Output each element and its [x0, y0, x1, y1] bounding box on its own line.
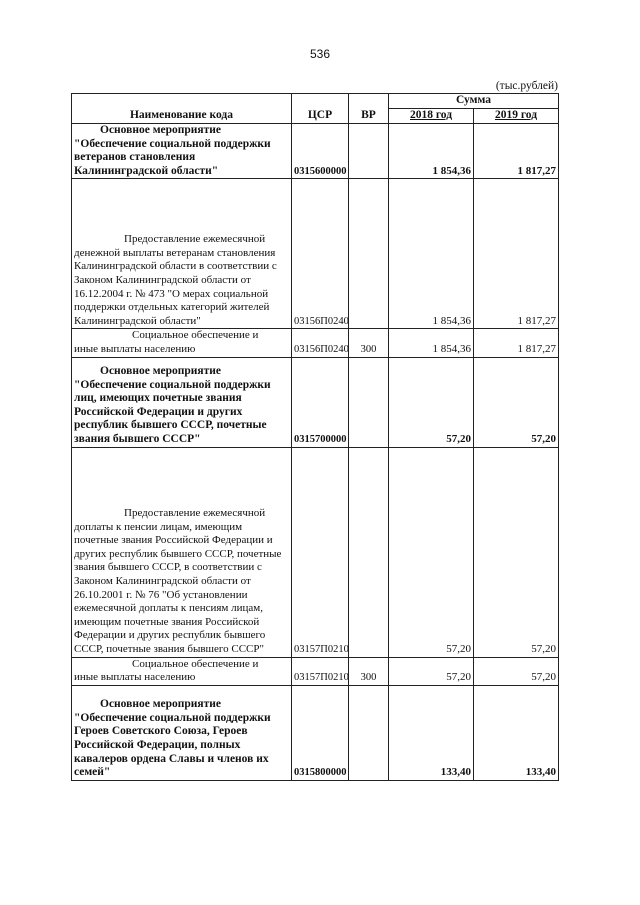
row-2018: 57,20 [389, 447, 474, 657]
row-2018: 57,20 [389, 357, 474, 447]
row-name: Основное мероприятие "Обеспечение социальной поддержки ветеранов становления Калининградской области" [72, 124, 292, 179]
row-2019: 133,40 [474, 685, 559, 780]
row-vr: 300 [349, 657, 389, 685]
row-csr: 03157П0210 [292, 447, 349, 657]
table-row [72, 447, 559, 657]
row-csr: 0315800000 [292, 685, 349, 780]
row-csr: 03156П0240 [292, 179, 349, 329]
row-2019: 1 817,27 [474, 124, 559, 179]
row-vr [349, 179, 389, 329]
row-name: Социальное обеспечение и иные выплаты населению [72, 329, 292, 357]
page-number: 536 [309, 47, 331, 61]
row-name: Социальное обеспечение и иные выплаты населению [72, 657, 292, 685]
row-csr: 0315700000 [292, 357, 349, 447]
header-year-2019: 2019 год [474, 109, 559, 124]
row-vr [349, 447, 389, 657]
table-row [72, 179, 559, 329]
header-name: Наименование кода [72, 94, 292, 124]
row-2019: 1 817,27 [474, 329, 559, 357]
row-name: Основное мероприятие "Обеспечение социальной поддержки Героев Советского Союза, Героев Российской Федерации, полных кавалеров ордена Славы и членов их семей" [72, 685, 292, 780]
table-row [72, 124, 559, 179]
row-vr [349, 124, 389, 179]
unit-note: (тыс.рублей) [495, 80, 558, 92]
row-2018: 1 854,36 [389, 179, 474, 329]
table-row [72, 685, 559, 780]
row-2019: 57,20 [474, 357, 559, 447]
row-csr: 03156П0240 [292, 329, 349, 357]
row-name: Основное мероприятие "Обеспечение социальной поддержки лиц, имеющих почетные звания Российской Федерации и других республик бывшего СССР, почетные звания бывшего СССР" [72, 357, 292, 447]
row-vr [349, 357, 389, 447]
row-2019: 57,20 [474, 657, 559, 685]
row-vr [349, 685, 389, 780]
row-vr: 300 [349, 329, 389, 357]
row-2019: 1 817,27 [474, 179, 559, 329]
row-2018: 1 854,36 [389, 124, 474, 179]
header-vr: ВР [349, 94, 389, 124]
header-sum: Сумма [389, 94, 559, 109]
row-2018: 57,20 [389, 657, 474, 685]
table-row [72, 329, 559, 357]
row-csr: 0315600000 [292, 124, 349, 179]
table-row [72, 357, 559, 447]
row-name: Предоставление ежемесячной денежной выплаты ветеранам становления Калининградской области в соответствии с Законом Калининградской области от 16.12.2004 г. № 473 "О мерах социальной поддержки отдельных категорий жителей Калининградской области" [72, 179, 292, 329]
row-2018: 1 854,36 [389, 329, 474, 357]
row-name: Предоставление ежемесячной доплаты к пенсии лицам, имеющим почетные звания Российской Федерации и других республик бывшего СССР, почетные звания бывшего СССР, в соответствии с Законом Калининградской области от 26.10.2001 г. № 76 "Об установлении ежемесячной доплаты к пенсиям лицам, имеющим почетные звания Российской Федерации и других республик бывшего СССР, почетные звания бывшего СССР" [72, 447, 292, 657]
header-year-2018: 2018 год [389, 109, 474, 124]
budget-table [71, 93, 559, 781]
row-csr: 03157П0210 [292, 657, 349, 685]
table-row [72, 657, 559, 685]
row-2019: 57,20 [474, 447, 559, 657]
row-2018: 133,40 [389, 685, 474, 780]
header-csr: ЦСР [292, 94, 349, 124]
